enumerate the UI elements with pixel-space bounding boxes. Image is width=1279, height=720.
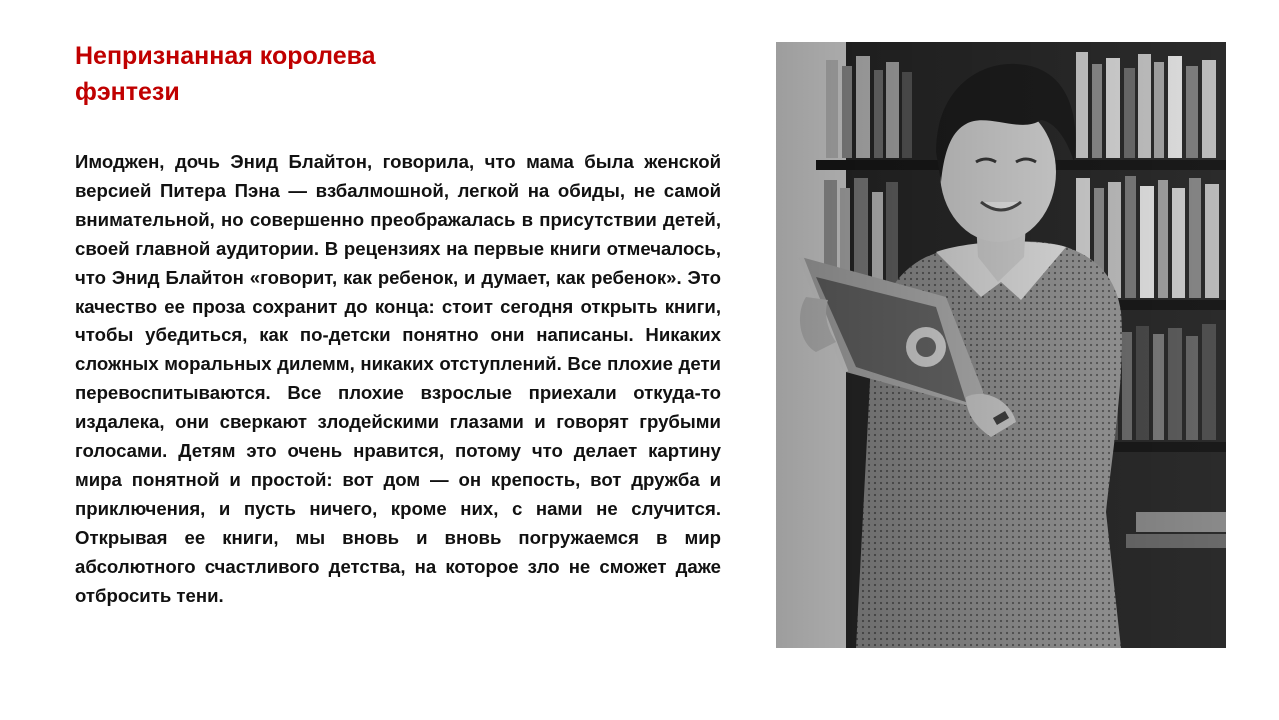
body-paragraph: Имоджен, дочь Энид Блайтон, говорила, что мама была женской версией Питера Пэна — взбалмошной, легкой на обиды, не самой внимательной, но совершенно преображалась в присутствии детей, своей главной аудитории. В рецензиях на первые книги отмечалось, что Энид Блайтон «говорит, как ребенок, и думает, как ребенок». Это качество ее проза сохранит до конца: стоит сегодня открыть книги, чтобы убедиться, как по-детски понятно они написаны. Никаких сложных моральных дилемм, никаких отступлений. Все плохие дети перевоспитываются. Все плохие взрослые приехали откуда-то издалека, они сверкают злодейскими глазами и говорят грубыми голосами. Детям это очень нравится, потому что делает картину мира понятной и простой: вот дом — он крепость, вот дружба и приключения, и пусть ничего, кроме них, с нами не случится. Открывая ее книги, мы вновь и вновь погружаемся в мир абсолютного счастливого детства, на которое зло не сможет даже отбросить тени. [75, 151, 721, 606]
portrait-photo [776, 42, 1226, 648]
slide-title [75, 38, 635, 110]
slide-title-line-2: фэнтези [75, 78, 180, 106]
slide-title-line-1: Непризнанная королева [75, 42, 376, 70]
